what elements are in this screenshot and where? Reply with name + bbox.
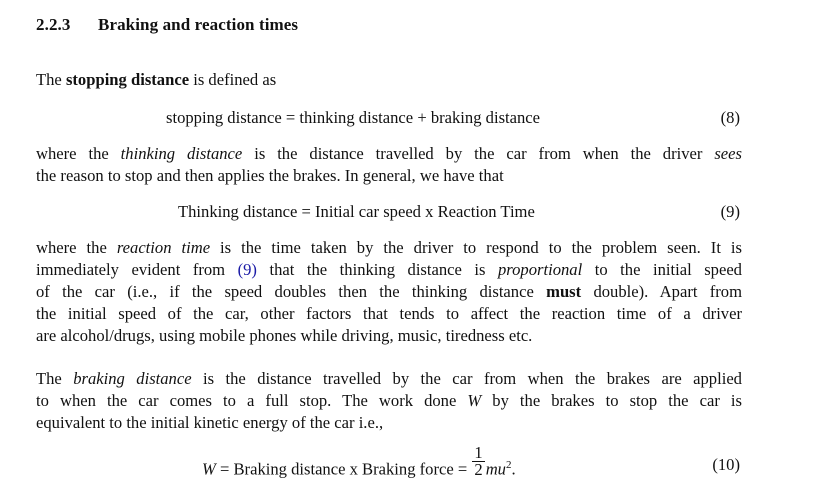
- paragraph-reaction-time: [36, 237, 742, 347]
- equation-8-tag: (8): [720, 108, 740, 127]
- p2-text: that the thinking distance is: [256, 260, 498, 279]
- paragraph-braking-distance: [36, 368, 742, 434]
- p2-text: of the car (i.e., if the speed doubles then the thinking distance: [36, 282, 547, 301]
- equation-10: [36, 443, 740, 488]
- eq10-fraction: [472, 445, 484, 478]
- p1-italic-sees: sees: [714, 144, 742, 163]
- p3-text: by the brakes to stop the car is: [481, 391, 742, 410]
- p1-italic-term: thinking distance: [120, 144, 243, 163]
- section-title: Braking and reaction times: [98, 15, 299, 34]
- p2-line-5: are alcohol/drugs, using mobile phones while driving, music, tiredness etc.: [36, 326, 533, 345]
- p2-line-4: the initial speed of the car, other factors that tends to affect the reaction time of a driver: [36, 304, 742, 323]
- p2-text: to the initial speed: [582, 260, 742, 279]
- equation-9-body: Thinking distance = Initial car speed x Reaction Time: [178, 202, 535, 221]
- section-heading: [36, 15, 298, 35]
- p3-italic-w: W: [467, 391, 482, 410]
- p2-italic-proportional: proportional: [498, 260, 583, 279]
- p2-bold-must: must: [546, 282, 582, 301]
- equation-10-body: [202, 443, 516, 481]
- equation-10-tag: (10): [712, 455, 740, 474]
- equation-9-reference-link[interactable]: (9): [237, 260, 257, 279]
- equation-8-body: stopping distance = thinking distance + braking distance: [166, 108, 541, 127]
- eq10-fraction-denominator: 2: [474, 460, 483, 480]
- paragraph-thinking-distance: [36, 143, 742, 187]
- eq10-fraction-numerator: 1: [474, 443, 483, 463]
- intro-bold-term: stopping distance: [65, 70, 190, 89]
- eq10-period: .: [511, 459, 516, 479]
- p3-line-3: equivalent to the initial kinetic energy of the car i.e.,: [36, 413, 384, 432]
- p1-text: is the distance travelled by the car from when the driver: [242, 144, 715, 163]
- p3-text: to when the car comes to a full stop. The work done: [36, 391, 468, 410]
- intro-text: The: [36, 70, 66, 89]
- p3-text: is the distance travelled by the car from when the brakes are applied: [191, 369, 742, 388]
- p2-text: where the: [36, 238, 117, 257]
- p3-italic-term: braking distance: [73, 369, 192, 388]
- p2-text: double). Apart from: [581, 282, 743, 301]
- eq10-lhs: W: [202, 459, 216, 479]
- intro-text-end: is defined as: [189, 70, 277, 89]
- p1-text: where the: [36, 144, 121, 163]
- eq10-rhs: mu: [485, 459, 506, 479]
- intro-paragraph: [36, 69, 742, 91]
- p2-italic-term: reaction time: [116, 238, 211, 257]
- equation-9-tag: (9): [720, 202, 740, 221]
- p2-text: is the time taken by the driver to respond to the problem seen. It is: [210, 238, 742, 257]
- p1-line-2: the reason to stop and then applies the brakes. In general, we have that: [36, 166, 504, 185]
- section-number: 2.2.3: [36, 15, 71, 34]
- p3-text: The: [36, 369, 74, 388]
- eq10-exponent: 2: [505, 459, 512, 471]
- eq10-middle: = Braking distance x Braking force =: [215, 459, 472, 479]
- p2-text: immediately evident from: [36, 260, 238, 279]
